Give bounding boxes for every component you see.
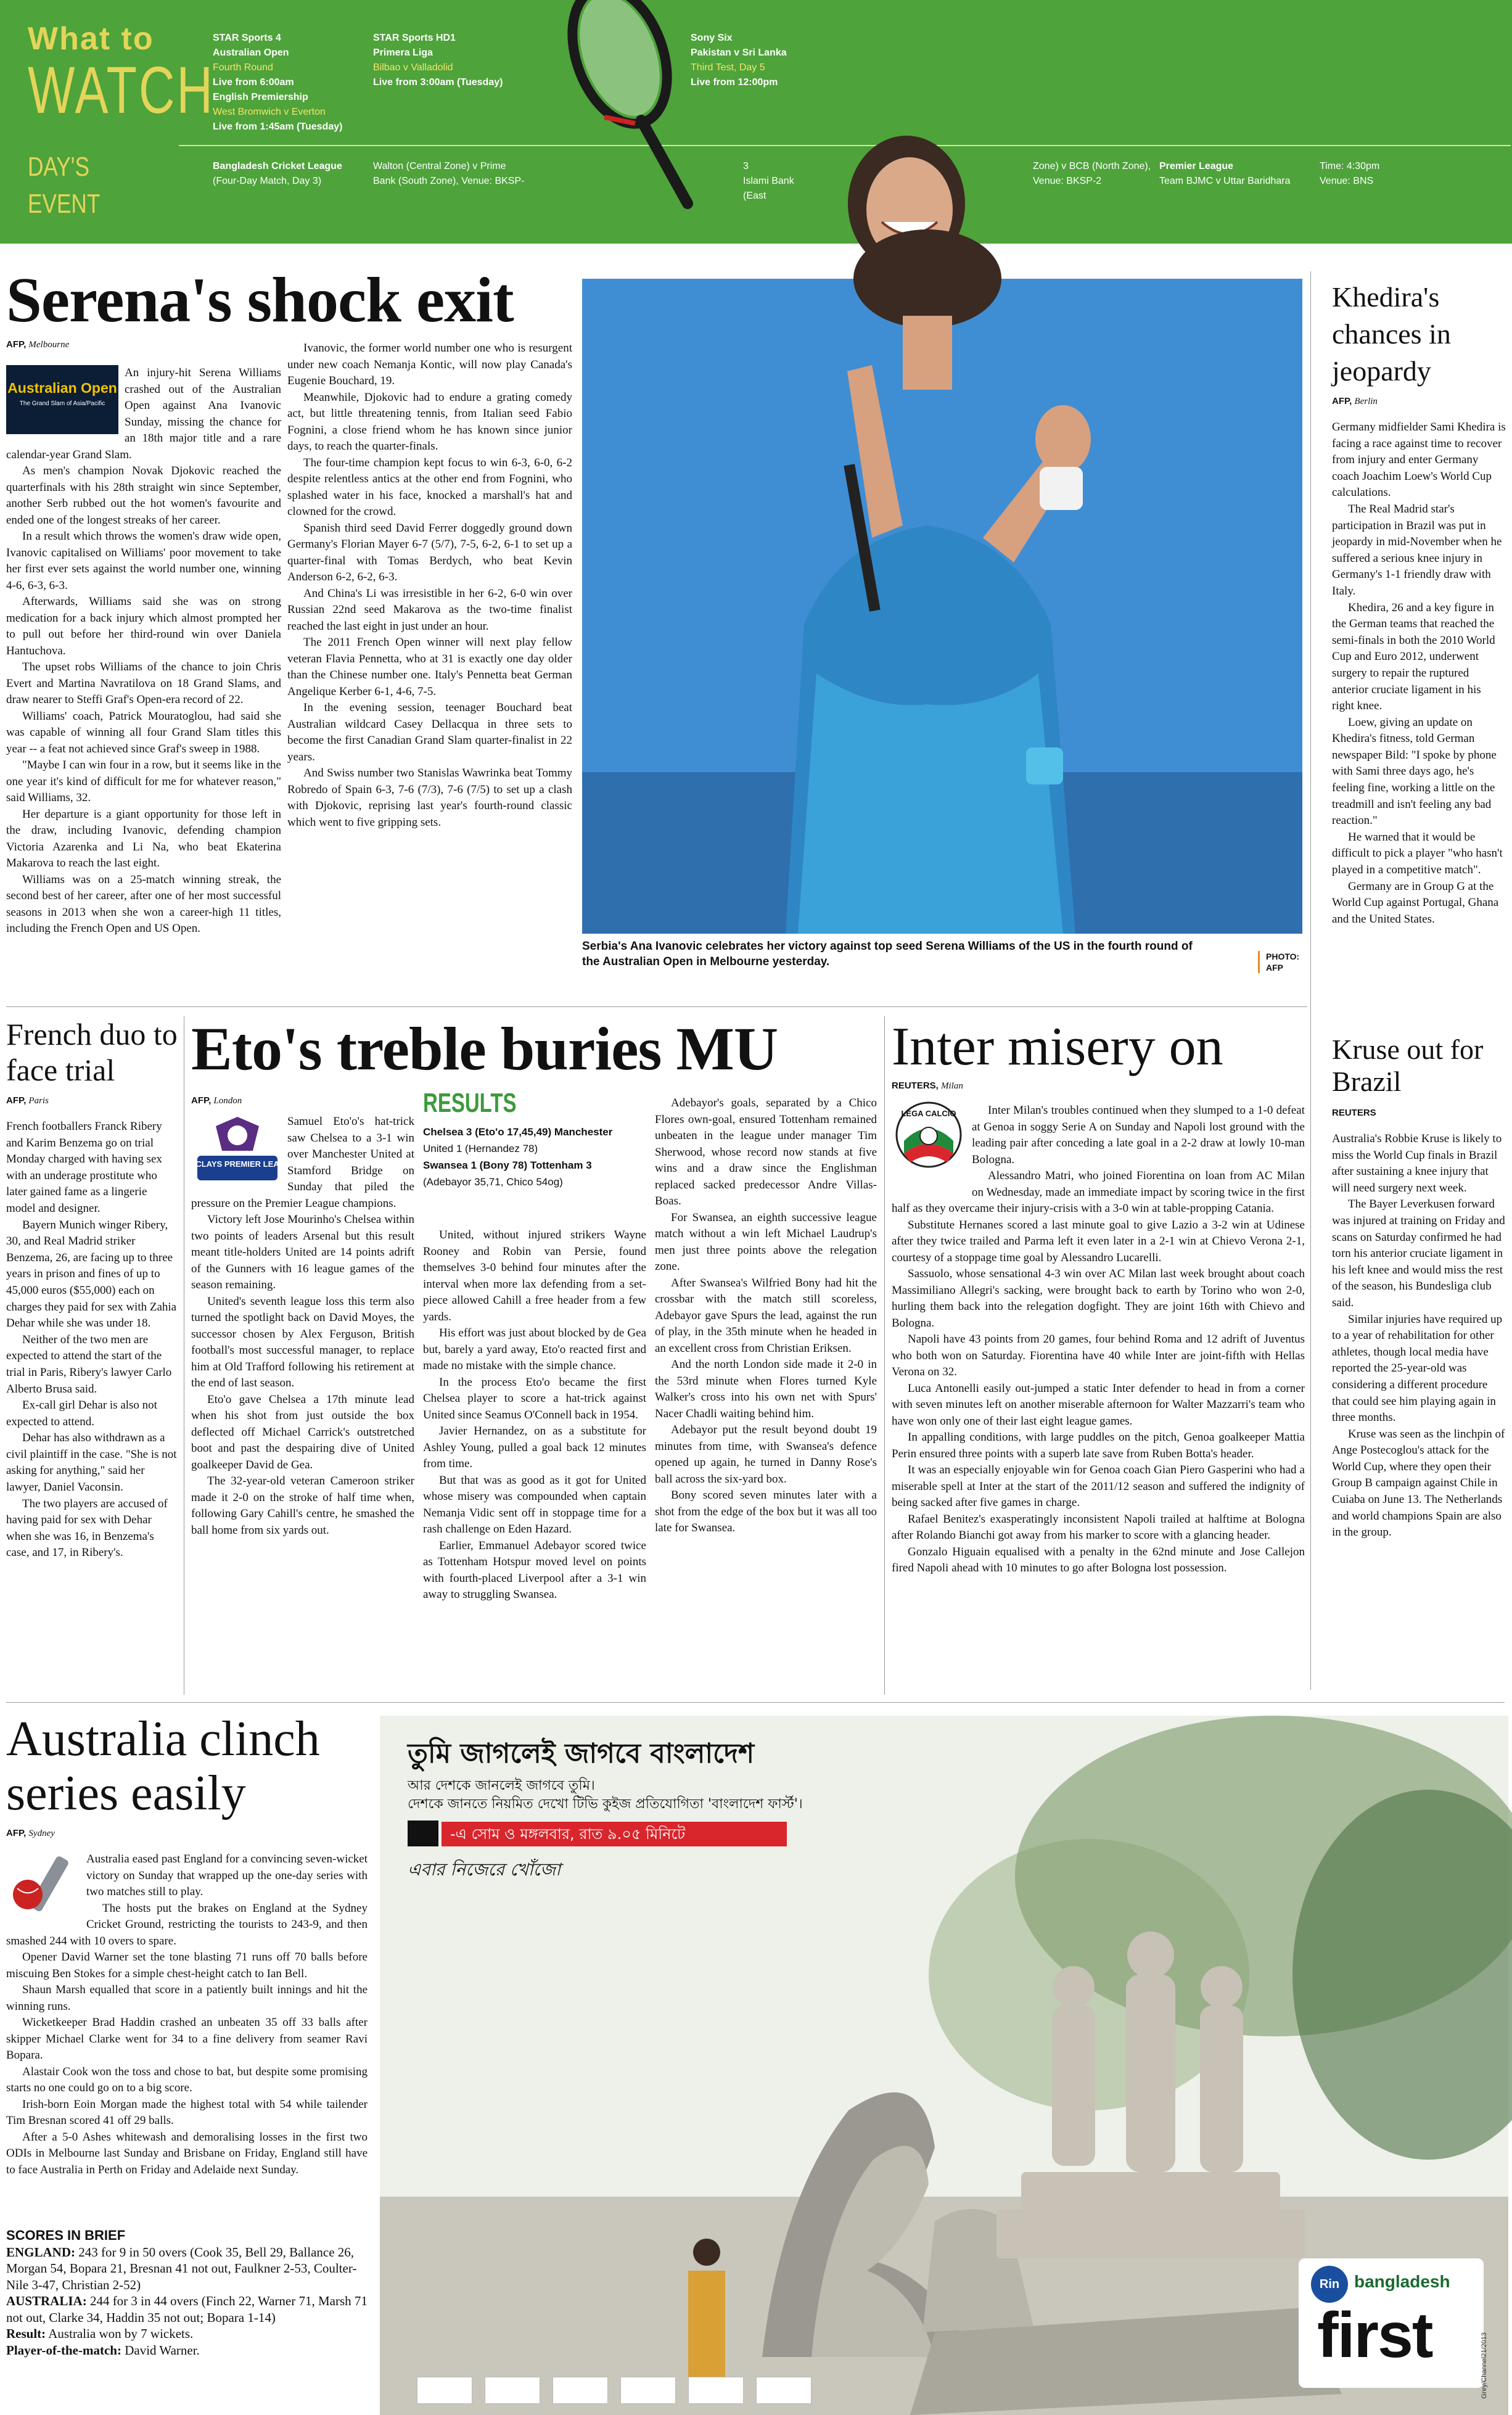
section-rule: [6, 1006, 1307, 1007]
results-line: Chelsea 3 (Eto'o 17,45,49) Manchester: [423, 1126, 613, 1138]
khedira-headline: Khedira's chances in jeopardy: [1332, 281, 1451, 387]
column-divider: [884, 1016, 885, 1695]
inter-body: Inter Milan's troubles continued when they slumped to a 1-0 defeat at Genoa in soggy Serie A on Sunday and Napoli lost ground with the leading pair after conceding a late goal in a 2-2 draw at lowly 10-man Bologna. Alessandro Matri, who joined Fiorentina on loan from AC Milan on Wednesday, made an immediate impact by scoring twice in the first half as they overcame their injury-crisis with a 3-0 win at table-propping Catania. Substitute Hernanes scored a last minute goal to give Lazio a 3-2 win at Udinese after they twice trailed and Parma left it even later in a 2-1 win at Chievo Verona 2-1, courtesy of a stoppage time goal by Alessandro Lucarelli. Sassuolo, whose sensational 4-3 win over AC Milan last week brought about coach Massimiliano Allegri's sacking, were brought back to earth by Torino who won 2-0, hurling them back into the relegation dogfight. They are joint 16th with Chievo and Bologna. Napoli have 43 points from 20 games, four behind Roma and 12 adrift of Juventus who both won on Saturday. Fiorentina have 40 while Inter are joint-fifth with Hellas Verona on 32. Luca Antonelli easily out-jumped a static Inter defender to head in from a corner with seven minutes left on another miserable afternoon for Walter Mazzarri's team who have won only one of their last eight league games. In appalling conditions, with large puddles on the pitch, Genoa goalkeeper Mattia Perin ensured three points with a superb late save from Ruben Botta's header. It was an especially enjoyable win for Genoa coach Gian Piero Gasperini who had a miserable spell at Inter at the start of the 2011/12 season and suffered the indignity of being sacked after five games in charge. Rafael Benitez's exasperatingly inconsistent Napoli trailed at halftime at Bologna after Rolando Bianchi got away from his marker to score with a glancing header. Gonzalo Higuain equalised with a penalty in the 62nd minute and Jose Callejon fired Napoli ahead with 10 minutes to go after Bologna lost possession.: [892, 1104, 1305, 1574]
serena-dateline: AFP, Melbourne: [6, 339, 70, 350]
sponsor-logo: [620, 2377, 676, 2404]
tv-listing-line: Live from 12:00pm: [691, 77, 778, 88]
ad-subline-1: আর দেশকে জানলেই জাগবে তুমি।: [408, 1778, 595, 1793]
bangladesh-first-advertisement: [380, 1716, 1508, 2415]
tv-listing-line: Sony Six: [691, 33, 733, 43]
inter-headline: Inter misery on: [892, 1017, 1223, 1077]
tv-listing-line: West Bromwich v Everton: [213, 107, 326, 117]
serena-body-left: An injury-hit Serena Williams crashed out of the Australian Open against Ana Ivanovic Sunday, missing the chance for an 18th major title and a rare calendar-year Grand Slam. As men's champion Novak Djokovic reached the quarterfinals with his 28th straight win since September, another Serb rubbed out the hot women's favourite and ended one of the longest streaks of her career. In a result which throws the women's draw wide open, Ivanovic capitalised on Williams' poor movement to take her first ever sets against the world number one, winning 4-6, 6-3, 6-3. Afterwards, Williams said she was on strong medication for a back injury which almost prompted her to pull out before her third-round win over Daniela Hantuchova. The upset robs Williams of the chance to join Chris Evert and Martina Navratilova on 18 Grand Slams, and draw nearer to Steffi Graf's Open-era record of 22. Williams' coach, Patrick Mouratoglou, had said she was capable of winning all four Grand Slam titles this year -- a feat not achieved since Graf's sweep in 1988. "Maybe I can win four in a row, but it seems like in the one year it's kind of difficult for me for whatever reason," said Williams, 32. Her departure is a giant opportunity for those left in the draw, including Ivanovic, defending champion Victoria Azarenka and Li Na, who beat Ekaterina Makarova to reach the last eight. Williams was on a 25-match winning streak, the second best of her career, after one of her most successful seasons in 2013 when she won a career-high 11 titles, including the French Open and US Open.: [6, 366, 281, 935]
lega-calcio-logo-text: LEGA CALCIO: [901, 1109, 956, 1118]
tv-listing-line: English Premiership: [213, 92, 308, 102]
what-to-watch-title: What to WATCH DAY'S EVENT: [28, 22, 170, 223]
australia-body: Australia eased past England for a convincing seven-wicket victory on Sunday that wrapped up the one-day series with two matches still to play. The hosts put the brakes on England at the Sydney Cricket Ground, restricting the tourists to 243-9, and then smashed 244 with 10 overs to spare. Opener David Warner set the tone blasting 71 runs off 70 balls before miscuing Ben Stokes for a simple chest-height catch to Ian Bell. Shaun Marsh equalled that score in a patiently built innings and hit the winning runs. Wicketkeeper Brad Haddin crashed an unbeaten 35 off 33 balls after skipper Michael Clarke went for 34 to a fine delivery from seamer Ravi Bopara. Alastair Cook won the toss and chose to bat, but despite some promising starts no one could go on to a big score. Irish-born Eoin Morgan made the highest total with 54 while tailender Tim Bresnan scored 41 off 29 balls. After a 5-0 Ashes whitewash and demoralising losses in the first two ODIs in Melbourne last Sunday and Brisbane on Friday, England still have to face Australia in Perth on Friday and Adelaide next Sunday.: [6, 1853, 368, 2176]
ad-headline: তুমি জাগলেই জাগবে বাংলাদেশ: [408, 1738, 754, 1769]
sponsor-logo: [417, 2377, 472, 2404]
eto-dateline: AFP, London: [191, 1095, 242, 1106]
eto-body-col2: United, without injured strikers Wayne Rooney and Robin van Persie, found themselves 3-0 behind four minutes after the interval when more lax defending from a set-piece allowed Cahill a free header from a few yards. His effort was just about blocked by de Gea but, barely a yard away, Eto'o reacted first and made no mistake with the simple chance. In the process Eto'o became the first Chelsea player to score a hat-trick against United since Seamus O'Connell back in 1954. Javier Hernandez, on as a substitute for Ashley Young, pulled a goal back 12 minutes from time. But that was as good as it got for United whose misery was compounded when captain Nemanja Vidic sent off in stoppage time for a rash challenge on Eden Hazard. Earlier, Emmanuel Adebayor scored twice as Tottenham Hotspur moved level on points with fourth-placed Liverpool after a 3-1 win away to struggling Swansea.: [423, 1228, 646, 1601]
channel-logo-icon: [408, 1821, 438, 1846]
sponsor-logo: [688, 2377, 744, 2404]
serena-headline: Serena's shock exit: [6, 265, 514, 335]
bangladesh-first-logo: Rin bangladesh first: [1299, 2258, 1484, 2388]
tv-listing-line: Pakistan v Sri Lanka: [691, 47, 787, 58]
ivanovic-photo: [582, 279, 1302, 934]
khedira-dateline: AFP, Berlin: [1332, 396, 1378, 406]
tv-listing-line: Live from 6:00am: [213, 77, 294, 88]
eto-headline: Eto's treble buries MU: [191, 1014, 778, 1083]
scores-in-brief: SCORES IN BRIEF ENGLAND: 243 for 9 in 50 overs (Cook 35, Bell 29, Ballance 26, Morgan 54, Bopara 21, Bresnan 41 not out, Faulkner 2-53, Coulter-Nile 3-47, Christian 2-52) AUSTRALIA: 244 for 3 in 44 overs (Finch 22, Warner 71, Marsh 71 not out, Clarke 34, Haddin 35 not out; Bopara 1-14) Result: Australia won by 7 wickets. Player-of-the-match: David Warner.: [6, 2228, 368, 2358]
sponsor-logo: [553, 2377, 608, 2404]
column-divider: [1310, 271, 1311, 1690]
serena-body-right: Ivanovic, the former world number one who is resurgent under new coach Nemanja Kontic, will now play Canada's Eugenie Bouchard, 19. Meanwhile, Djokovic had to endure a grating comedy act, but little threatening tennis, from Italian seed Fabio Fognini, a close friend whom he has known since junior days, to reach the quarter-finals. The four-time champion kept focus to win 6-3, 6-0, 6-2 despite relentless antics at the other end from Fognini, who splashed water in his face, knocked a marshall's hat and clowned for the crowd. Spanish third seed David Ferrer doggedly ground down Germany's Florian Mayer 6-7 (5/7), 7-5, 6-2, 6-1 to set up a quarter-final with Tomas Berdych, who beat Kevin Anderson 6-2, 6-2, 6-3. And China's Li was irresistible in her 6-2, 6-0 win over Russian 22nd seed Makarova as the two-time finalist reached the last eight in just under an hour. The 2011 French Open winner will next play fellow veteran Flavia Pennetta, who at 31 is exactly one day older than the Chinese number one. Italy's Pennetta beat German Angelique Kerber 6-1, 4-6, 7-5. In the evening session, teenager Bouchard beat Australian wildcard Casey Dellacqua in three sets to become the first Canadian Grand Slam quarter-finalist in 22 years. And Swiss number two Stanislas Wawrinka beat Tommy Robredo of Spain 6-3, 7-6 (7/3), 7-6 (7/5) to set up a clash with Djokovic, reprising last year's fourth-round classic which went to five gripping sets.: [287, 342, 572, 829]
tv-listing-line: Fourth Round: [213, 62, 273, 73]
sponsor-logo: [485, 2377, 540, 2404]
eto-body-col1: Samuel Eto'o's hat-trick saw Chelsea to a 3-1 win over Manchester United at Stamford Bridge on Sunday that piled the pressure on the Premier League champions. Victory left Jose Mourinho's Chelsea within two points of leaders Arsenal but this result meant title-holders United are 14 points adrift of the Gunners with 16 league games of the season remaining. United's seventh league loss this term also turned the spotlight back on David Moyes, the successor chosen by Alex Ferguson, British football's most successful manager, to replace him at Old Trafford following his retirement at the end of last season. Eto'o gave Chelsea a 17th minute lead when his shot from just outside the box deflected off Michael Carrick's outstretched boot and past the despairing dive of United goalkeeper David de Gea. The 32-year-old veteran Cameroon striker made it 2-0 on the stroke of half time when, following Gary Cahill's centre, he smashed the ball home from six yards out.: [191, 1115, 414, 1537]
photo-credit: PHOTO: AFP: [1258, 951, 1302, 973]
what-to-watch-banner: [0, 0, 1512, 244]
tv-listing-line: Bilbao v Valladolid: [373, 62, 453, 73]
kruse-body: Australia's Robbie Kruse is likely to miss the World Cup finals in Brazil after sustaining a knee injury that will need surgery next week. The Bayer Leverkusen forward was injured at training on Friday and scans on Saturday confirmed he had torn his anterior cruciate ligament in his left knee and would miss the rest of the season, his Bundesliga club said. Similar injuries have required up to a year of rehabilitation for other athletes, though local media have reported the 25-year-old was considering a different procedure that could see him playing again in three months. Kruse was seen as the linchpin of Ange Postecoglou's attack for the World Cup, where they open their Group B campaign against Chile in Cuiaba on June 13. The Netherlands and world champions Spain are also in the group.: [1332, 1132, 1505, 1539]
ad-agency-credit: Grey/Channel21/2013: [1481, 2332, 1488, 2399]
ad-subline-2: দেশকে জানতে নিয়মিত দেখো টিভি কুইজ প্রতিযোগিতা 'বাংলাদেশ ফার্স্ট'।: [408, 1796, 803, 1812]
eto-body-col3: Adebayor's goals, separated by a Chico Flores own-goal, ensured Tottenham remained unbeaten in the league under manager Tim Sherwood, whose record now stands at five wins and a draw since the Englishman replaced sacked predecessor Andre Villas-Boas. For Swansea, an eighth successive league match without a win left Michael Laudrup's men just three points above the relegation zone. After Swansea's Wilfried Bony had hit the crossbar with the match still scoreless, Adebayor gave Spurs the lead, against the run of play, in the 35th minute when he headed in an excellent cross from Christian Eriksen. And the north London side made it 2-0 in the 53rd minute when Flores turned Kyle Walker's cross into his own net with Spurs' Nacer Chadli waiting behind him. Adebayor put the result beyond doubt 19 minutes from time, with Swansea's defence opened up again, he turned in Danny Rose's ball across the six-yard box. Bony scored seven minutes later with a shot from the edge of the box but it was all too late for Swansea.: [655, 1096, 877, 1534]
days-event-title: DAY'S EVENT: [28, 152, 101, 219]
australian-open-logo: Australian Open The Grand Slam of Asia/Pacific: [6, 365, 118, 434]
premier-league-logo-text: BARCLAYS PREMIER LEAGUE: [178, 1159, 297, 1169]
sponsor-logo: [756, 2377, 811, 2404]
ivanovic-photo-illustration: [582, 279, 1302, 934]
tv-listing-line: Third Test, Day 5: [691, 62, 765, 73]
kruse-headline: Kruse out for Brazil: [1332, 1034, 1484, 1097]
score-line-australia: AUSTRALIA: 244 for 3 in 44 overs (Finch 22, Warner 71, Marsh 71 not out, Clarke 34, Haddin 35 not out; Bopara 1-14): [6, 2294, 368, 2325]
french-dateline: AFP, Paris: [6, 1095, 49, 1106]
french-body: French footballers Franck Ribery and Karim Benzema go on trial Monday charged with having sex with an underage prostitute who later gained fame as a lingerie model and designer. Bayern Munich winger Ribery, 30, and Real Madrid striker Benzema, 26, are facing up to three years in prison and fines of up to 45,000 euros ($55,000) each on charges they paid for sex with Zahia Dehar while she was under 18. Neither of the two men are expected to attend the start of the trial in Paris, Ribery's lawyer Carlo Alberto Brusa said. Ex-call girl Dehar is also not expected to attend. Dehar has also withdrawn as a civil plaintiff in the case. "She is not asking for anything," said her lawyer, Daniel Vaconsin. The two players are accused of having paid for sex with Dehar when she was 16, in Benzema's case, and 17, in Ribery's.: [6, 1120, 177, 1560]
days-event-premier-league: Premier League Team BJMC v Uttar Baridhara: [1159, 161, 1291, 186]
days-event-time: Time: 4:30pm Venue: BNS: [1320, 161, 1380, 186]
results-line: United 1 (Hernandez 78): [423, 1143, 538, 1154]
results-box: [423, 1124, 645, 1190]
tv-listing-line: Live from 3:00am (Tuesday): [373, 77, 503, 88]
results-title: RESULTS: [423, 1088, 517, 1118]
inter-dateline: REUTERS, Milan: [892, 1080, 963, 1091]
results-line: Swansea 1 (Bony 78) Tottenham 3: [423, 1159, 592, 1171]
days-event-venue-2: 3 Islami Bank (East: [743, 161, 794, 201]
score-line-result: Result: Australia won by 7 wickets.: [6, 2326, 194, 2341]
tennis-racket-image: [561, 0, 734, 244]
tv-listing-line: STAR Sports 4: [213, 33, 281, 43]
section-rule: [6, 1702, 1505, 1703]
days-event-venue-1: Walton (Central Zone) v Prime Bank (South Zone), Venue: BKSP-: [373, 161, 525, 186]
tv-listing-star-sports-hd1: [373, 31, 515, 90]
tv-listing-line: Live from 1:45am (Tuesday): [213, 121, 343, 132]
days-event-venue-3: Zone) v BCB (North Zone), Venue: BKSP-2: [1033, 161, 1151, 186]
player-head-image: [783, 130, 1030, 244]
score-line-player: Player-of-the-match: David Warner.: [6, 2342, 200, 2358]
tv-listing-line: STAR Sports HD1: [373, 33, 456, 43]
photo-caption: Serbia's Ana Ivanovic celebrates her victory against top seed Serena Williams of the US in the fourth round of the Australian Open in Melbourne yesterday.: [582, 940, 1193, 968]
khedira-body: Germany midfielder Sami Khedira is facing a race against time to recover from injury and enter Germany coach Joachim Loew's World Cup calculations. The Real Madrid star's participation in Brazil was put in jeopardy in mid-November when he suffered a serious knee injury in Germany's 1-1 friendly draw with Italy. Khedira, 26 and a key figure in the German teams that reached the semi-finals in both the 2010 World Cup and Euro 2012, underwent surgery to repair the ruptured anterior cruciate ligament in his right knee. Loew, giving an update on Khedira's fitness, told German newspaper Bild: "I spoke by phone with Sami three days ago, he's feeling fine, working a little on the treadmill and isn't feeling any bad reaction." He warned that it would be difficult to pick a player "who hasn't played in a competitive match". Germany are in Group G at the World Cup against Portugal, Ghana and the United States.: [1332, 421, 1506, 926]
ad-schedule-bar: -এ সোম ও মঙ্গলবার, রাত ৯.০৫ মিনিটে: [442, 1822, 787, 1846]
ad-tagline: এবার নিজেরে খোঁজো: [408, 1859, 561, 1880]
french-headline: French duo to face trial: [6, 1017, 178, 1087]
australia-headline: Australia clinch series easily: [6, 1712, 320, 1821]
score-line-england: ENGLAND: 243 for 9 in 50 overs (Cook 35, Bell 29, Ballance 26, Morgan 54, Bopara 21, Bresnan 41 not out, Faulkner 2-53, Coulter-Nile 3-47, Christian 2-52): [6, 2244, 357, 2292]
kruse-dateline: REUTERS: [1332, 1108, 1376, 1118]
results-line: (Adebayor 35,71, Chico 54og): [423, 1176, 563, 1188]
tv-listing-line: Primera Liga: [373, 47, 433, 58]
days-event-cricket: Bangladesh Cricket League (Four-Day Match, Day 3): [213, 161, 342, 186]
tv-listing-line: Australian Open: [213, 47, 289, 58]
australia-dateline: AFP, Sydney: [6, 1828, 55, 1838]
tv-listing-star-sports-4: [213, 31, 355, 134]
ad-sponsor-strip: [417, 2377, 1033, 2404]
rin-logo: Rin: [1311, 2266, 1348, 2303]
